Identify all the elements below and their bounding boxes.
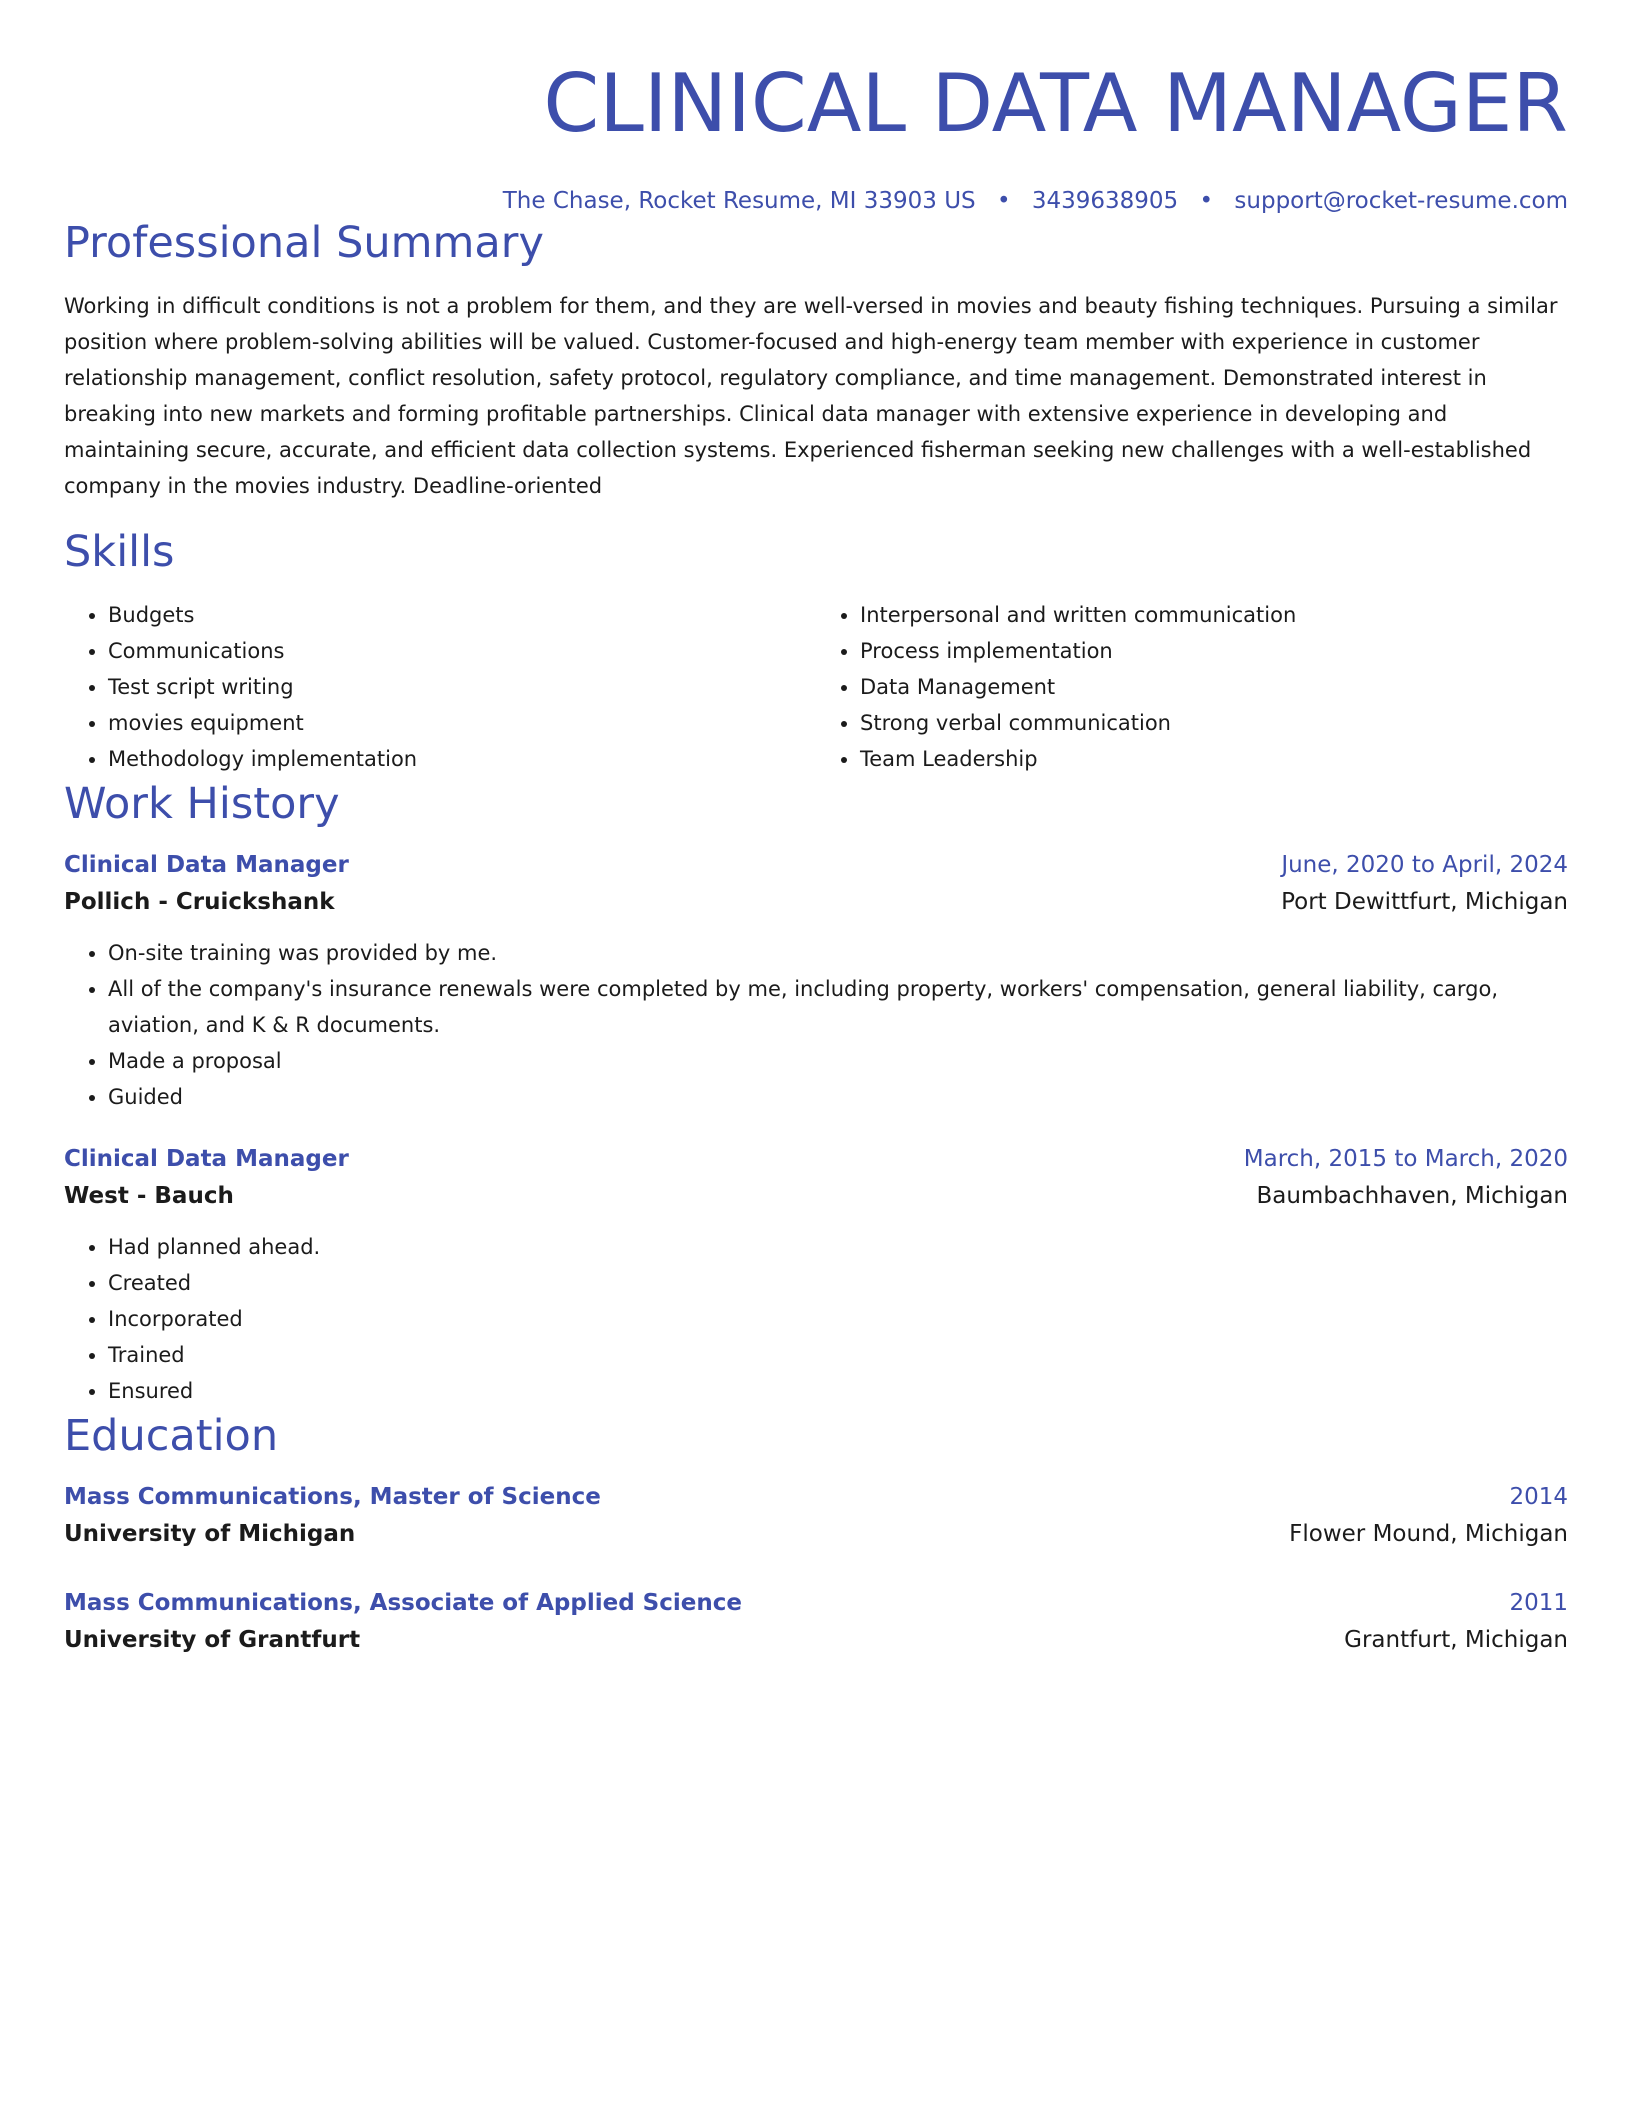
skills-heading: Skills — [64, 527, 175, 577]
skill-item: • Methodology implementation — [108, 741, 816, 777]
education-year: 2014 — [1509, 1484, 1568, 1510]
contact-address: The Chase, Rocket Resume, MI 33903 US — [502, 188, 976, 214]
skills-list-right — [816, 597, 1568, 777]
contact-separator: • — [1199, 188, 1214, 214]
skill-item: • Budgets — [108, 597, 816, 633]
summary-text: Working in difficult conditions is not a problem for them, and they are well-versed in movies and beauty fishing techniques. Pursuing a similar position where problem-solving abilities will be valued. Customer-focused and high-energy team member with experience in customer relationship management, conflict resolution, safety protocol, regulatory compliance, and time management. Demonstrated interest in breaking into new markets and forming profitable partnerships. Clinical data manager with extensive experience in developing and maintaining secure, accurate, and efficient data collection systems. Experienced fisherman seeking new challenges with a well-established company in the movies industry. Deadline-oriented — [64, 294, 1558, 498]
education-location: Grantfurt, Michigan — [1344, 1627, 1568, 1653]
job-duty: • Had planned ahead. — [108, 1229, 1568, 1265]
skills-columns — [64, 597, 1568, 777]
education-location: Flower Mound, Michigan — [1289, 1521, 1568, 1547]
education-year: 2011 — [1509, 1590, 1568, 1616]
job-company: West - Bauch — [64, 1183, 234, 1209]
job-entry — [64, 1141, 1568, 1409]
contact-phone[interactable]: 3439638905 — [1031, 188, 1179, 214]
education-header-row — [64, 1585, 1568, 1621]
job-role: Clinical Data Manager — [64, 1146, 349, 1172]
summary-heading: Professional Summary — [64, 218, 544, 268]
job-duty: • Trained — [108, 1337, 1568, 1373]
job-header-row — [64, 847, 1568, 883]
education-section — [64, 1409, 1568, 1659]
job-duty: • Guided — [108, 1079, 1568, 1115]
skill-item: • Strong verbal communication — [860, 705, 1568, 741]
skills-section — [64, 525, 1568, 777]
contact-line — [64, 186, 1568, 216]
skill-item: • Process implementation — [860, 633, 1568, 669]
education-header-row — [64, 1479, 1568, 1515]
skill-item: • Communications — [108, 633, 816, 669]
education-degree: Mass Communications, Associate of Applied Science — [64, 1590, 742, 1616]
job-duties — [64, 1229, 1568, 1409]
job-company: Pollich - Cruickshank — [64, 889, 335, 915]
job-company-row — [64, 1177, 1568, 1215]
education-school: University of Michigan — [64, 1521, 356, 1547]
job-location: Baumbachhaven, Michigan — [1256, 1183, 1568, 1209]
education-school: University of Grantfurt — [64, 1627, 361, 1653]
work-history-section — [64, 777, 1568, 1409]
job-duties — [64, 935, 1568, 1115]
candidate-title: CLINICAL DATA MANAGER — [543, 57, 1568, 150]
education-heading: Education — [64, 1411, 279, 1461]
job-entry — [64, 847, 1568, 1115]
skill-item: • Test script writing — [108, 669, 816, 705]
job-role: Clinical Data Manager — [64, 852, 349, 878]
job-dates: March, 2015 to March, 2020 — [1243, 1146, 1568, 1172]
resume-header — [64, 0, 1568, 216]
skill-item: • Interpersonal and written communication — [860, 597, 1568, 633]
job-header-row — [64, 1141, 1568, 1177]
education-degree: Mass Communications, Master of Science — [64, 1484, 601, 1510]
job-company-row — [64, 883, 1568, 921]
education-school-row — [64, 1515, 1568, 1553]
education-school-row — [64, 1621, 1568, 1659]
work-history-heading: Work History — [64, 779, 340, 829]
job-duty: • Incorporated — [108, 1301, 1568, 1337]
education-entry — [64, 1585, 1568, 1659]
education-entry — [64, 1479, 1568, 1553]
skill-item: • Data Management — [860, 669, 1568, 705]
contact-separator: • — [996, 188, 1011, 214]
job-duty: • All of the company's insurance renewals were completed by me, including property, workers' compensation, general liability, cargo, aviation, and K & R documents. — [108, 971, 1568, 1043]
job-duty: • Ensured — [108, 1373, 1568, 1409]
job-duty: • Made a proposal — [108, 1043, 1568, 1079]
job-dates: June, 2020 to April, 2024 — [1281, 852, 1568, 878]
job-duty: • Created — [108, 1265, 1568, 1301]
job-duty: • On-site training was provided by me. — [108, 935, 1568, 971]
skill-item: • Team Leadership — [860, 741, 1568, 777]
job-location: Port Dewittfurt, Michigan — [1281, 889, 1568, 915]
skills-list-left — [64, 597, 816, 777]
summary-section — [64, 216, 1568, 504]
contact-email[interactable]: support@rocket-resume.com — [1234, 188, 1568, 214]
skill-item: • movies equipment — [108, 705, 816, 741]
